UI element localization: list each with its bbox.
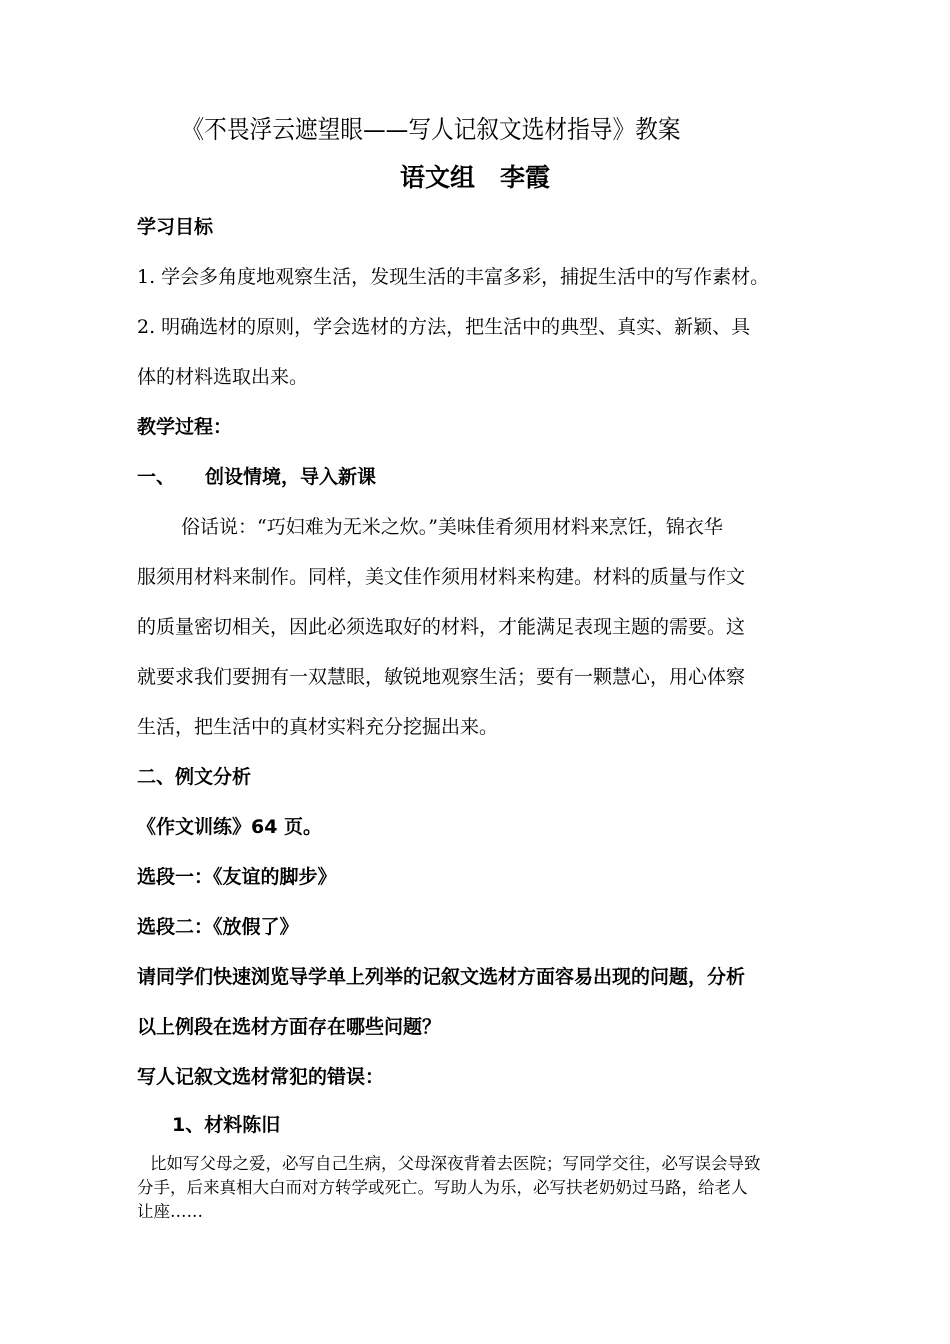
objective-2-line-1: 2. 明确选材的原则，学会选材的方法，把生活中的典型、真实、新颖、具 <box>137 316 751 338</box>
error-1-text-line: 比如写父母之爱，必写自己生病，父母深夜背着去医院；写同学交往，必写误会导致 <box>150 1154 761 1173</box>
errors-heading: 写人记叙文选材常犯的错误： <box>137 1066 385 1088</box>
question-line-2: 以上例段在选材方面存在哪些问题？ <box>137 1016 442 1038</box>
intro-paragraph-line: 俗话说：“巧妇难为无米之炊。”美味佳肴须用材料来烹饪，锦衣华 <box>181 516 723 538</box>
section-2-heading: 二、例文分析 <box>137 766 252 788</box>
author-line: 语文组 李霞 <box>399 163 550 192</box>
objective-2-line-2: 体的材料选取出来。 <box>137 366 309 388</box>
objectives-heading: 学习目标 <box>137 216 214 238</box>
reference-line: 《作文训练》64 页。 <box>137 816 323 838</box>
error-1-text-line: 分手，后来真相大白而对方转学或死亡。写助人为乐，必写扶老奶奶过马路，给老人 <box>137 1178 748 1197</box>
section-1-title: 创设情境，导入新课 <box>205 466 377 488</box>
error-1-text-line: 让座…… <box>137 1202 203 1221</box>
intro-paragraph-line: 就要求我们要拥有一双慧眼，敏锐地观察生活；要有一颗慧心，用心体察 <box>137 666 746 688</box>
intro-paragraph-line: 服须用材料来制作。同样，美文佳作须用材料来构建。材料的质量与作文 <box>137 566 746 588</box>
objective-1: 1. 学会多角度地观察生活，发现生活的丰富多彩，捕捉生活中的写作素材。 <box>137 266 770 288</box>
excerpt-2: 选段二：《放假了》 <box>137 916 299 938</box>
section-1-number: 一、 <box>137 466 176 488</box>
question-line-1: 请同学们快速浏览导学单上列举的记叙文选材方面容易出现的问题，分析 <box>137 966 746 988</box>
document-title: 《不畏浮云遮望眼——写人记叙文选材指导》教案 <box>181 115 681 144</box>
intro-paragraph-line: 生活，把生活中的真材实料充分挖掘出来。 <box>137 716 499 738</box>
error-1-heading: 1、材料陈旧 <box>172 1114 281 1136</box>
process-heading: 教学过程： <box>137 416 233 438</box>
excerpt-1: 选段一：《友谊的脚步》 <box>137 866 337 888</box>
intro-paragraph-line: 的质量密切相关，因此必须选取好的材料，才能满足表现主题的需要。这 <box>137 616 746 638</box>
section-1-heading <box>137 462 376 489</box>
